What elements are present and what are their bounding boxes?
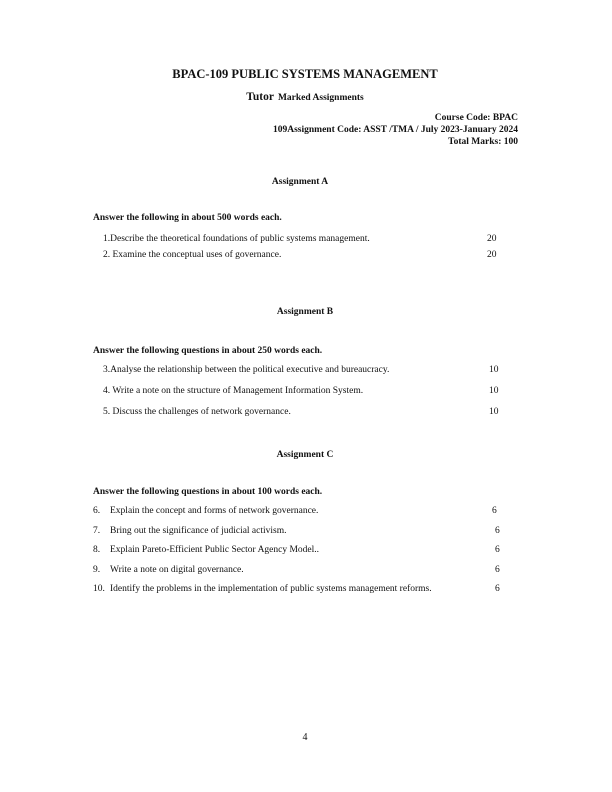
question-text: Identify the problems in the implementation of public systems management reforms.: [110, 584, 432, 594]
question-number: 5.: [103, 407, 111, 417]
course-code: Course Code: BPAC: [434, 113, 518, 123]
question-item: [103, 387, 363, 397]
section-heading: Assignment C: [276, 450, 334, 460]
question-text: Write a note on digital governance.: [110, 565, 244, 575]
document-title: BPAC-109 PUBLIC SYSTEMS MANAGEMENT: [172, 67, 438, 81]
section-heading: Assignment A: [271, 177, 329, 187]
page-number: 4: [302, 732, 308, 743]
question-number: 2.: [103, 250, 111, 260]
question-marks: 20: [487, 250, 497, 260]
question-number: 6.: [93, 506, 101, 516]
question-item: [103, 251, 281, 261]
question-number: 1.: [103, 234, 111, 244]
question-marks: 10: [489, 407, 499, 417]
question-number: 4.: [103, 386, 111, 396]
total-marks: Total Marks: 100: [448, 137, 518, 147]
question-number: 9.: [93, 565, 101, 575]
question-text: Describe the theoretical foundations of public systems management.: [110, 234, 370, 244]
question-number: 10.: [93, 584, 105, 594]
section-instruction: Answer the following questions in about 250 words each.: [93, 346, 323, 356]
question-item: [103, 408, 291, 418]
section-heading: Assignment B: [276, 307, 334, 317]
question-text: Discuss the challenges of network governance.: [112, 407, 291, 417]
question-marks: 6: [495, 584, 500, 594]
subtitle-rest: Marked Assignments: [277, 93, 364, 103]
question-marks: 10: [489, 386, 499, 396]
question-text: Examine the conceptual uses of governance.: [112, 250, 282, 260]
question-text: Explain Pareto-Efficient Public Sector Agency Model..: [110, 545, 320, 555]
question-number: 3.: [103, 365, 111, 375]
question-item: [103, 235, 370, 245]
question-marks: 6: [495, 545, 500, 555]
question-text: Analyse the relationship between the political executive and bureaucracy.: [110, 365, 390, 375]
question-text: Bring out the significance of judicial activism.: [110, 526, 287, 536]
question-marks: 20: [487, 234, 497, 244]
question-text: Write a note on the structure of Management Information System.: [112, 386, 364, 396]
question-marks: 10: [489, 365, 499, 375]
question-text: Explain the concept and forms of network governance.: [110, 506, 319, 516]
assignment-code: 109Assignment Code: ASST /TMA / July 2023-January 2024: [272, 125, 518, 135]
subtitle-lead: Tutor: [246, 91, 274, 103]
question-item: [103, 366, 389, 376]
question-marks: 6: [495, 565, 500, 575]
question-marks: 6: [492, 506, 497, 516]
section-instruction: Answer the following questions in about 100 words each.: [93, 487, 323, 497]
question-number: 7.: [93, 526, 101, 536]
document-subtitle: [246, 88, 363, 104]
section-instruction: Answer the following in about 500 words each.: [93, 213, 282, 223]
question-marks: 6: [495, 526, 500, 536]
question-number: 8.: [93, 545, 101, 555]
